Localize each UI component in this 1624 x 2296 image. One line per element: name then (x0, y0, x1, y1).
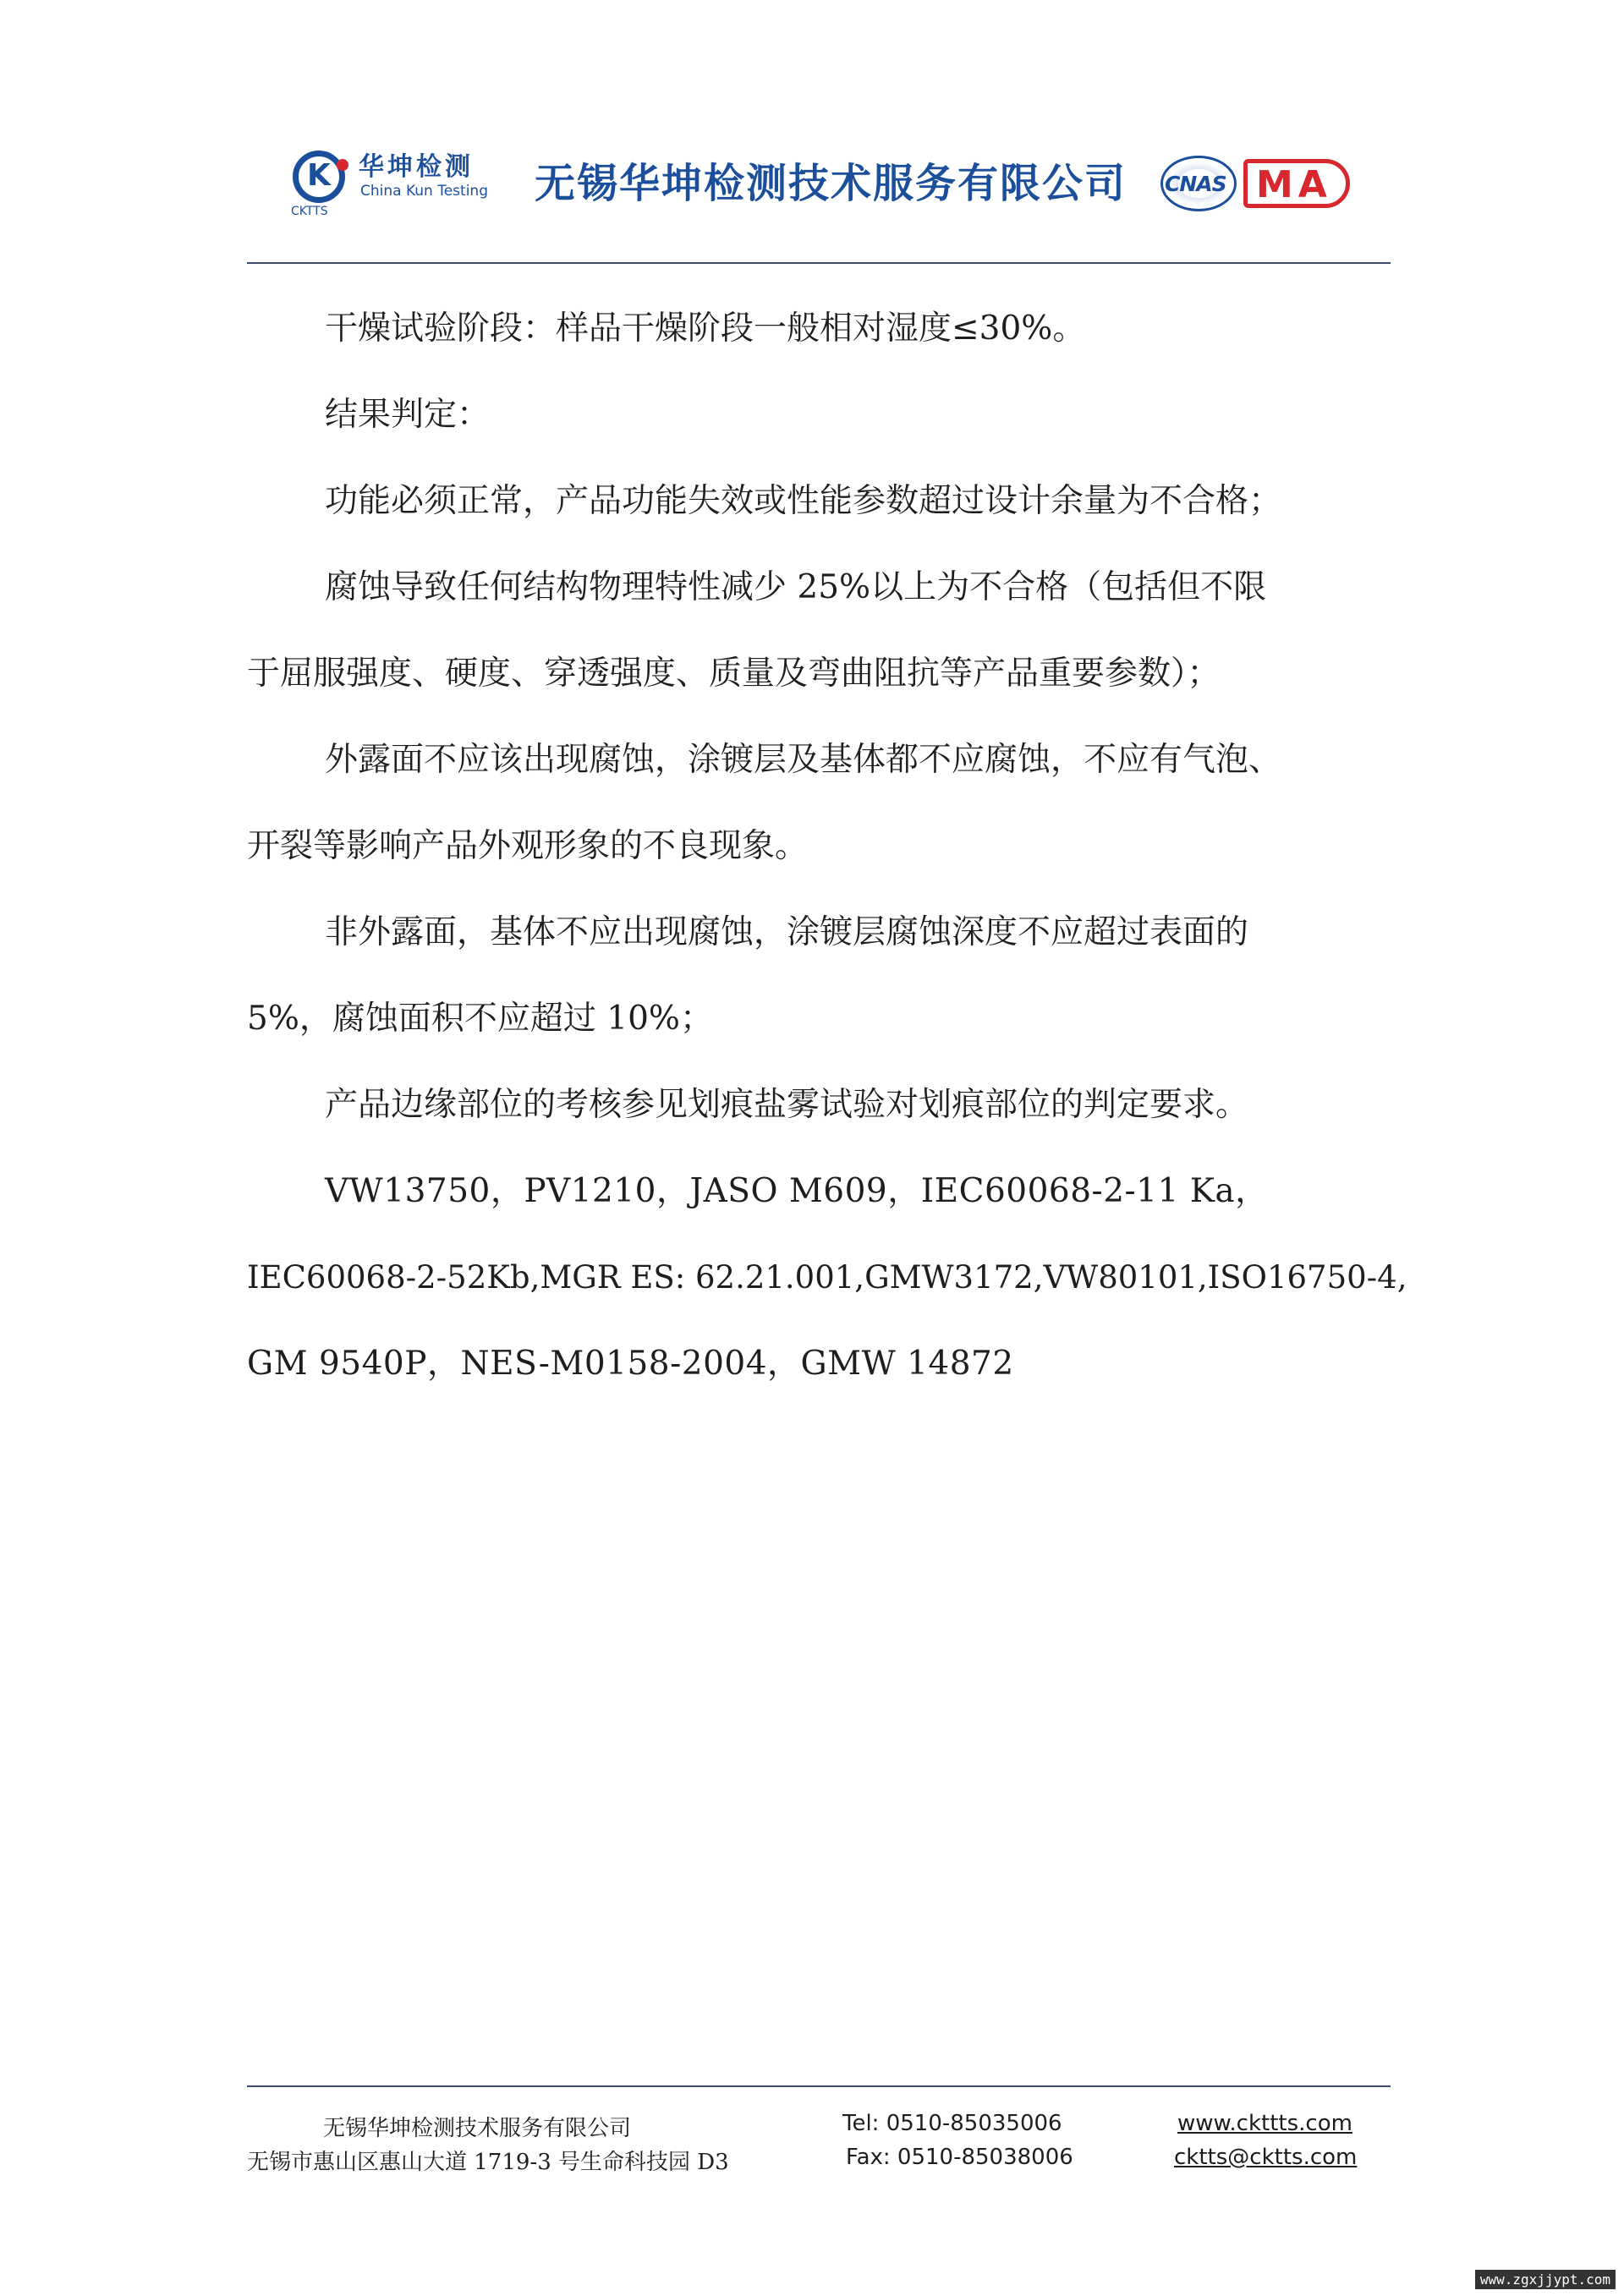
cnas-mark-icon (1160, 156, 1237, 211)
logo-ring-icon (293, 151, 345, 203)
cnas-label: CNAS (1165, 172, 1226, 196)
body-line-standards: GM 9540P，NES-M0158-2004，GMW 14872 (247, 1345, 1014, 1383)
body-line: 开裂等影响产品外观形象的不良现象。 (247, 827, 809, 865)
page-footer (0, 2089, 1624, 2190)
site-watermark: www.zgxjjypt.com (1475, 2270, 1616, 2289)
footer-email-link[interactable]: cktts@cktts.com (1174, 2145, 1358, 2170)
footer-divider (247, 2085, 1391, 2087)
body-line: 结果判定： (325, 396, 491, 434)
body-line-standards: IEC60068-2-52Kb,MGR ES: 62.21.001,GMW3172,VW80101,ISO16750-4, (247, 1259, 1407, 1296)
body-line: 于屈服强度、硬度、穿透强度、质量及弯曲阻抗等产品重要参数）； (247, 655, 1221, 693)
logo-dot-icon (337, 159, 348, 171)
footer-fax: Fax: 0510-85038006 (846, 2145, 1073, 2170)
header-divider (247, 262, 1391, 264)
body-line-standards: VW13750，PV1210，JASO M609，IEC60068-2-11 Ka， (325, 1172, 1269, 1210)
body-line: 腐蚀导致任何结构物理特性减少 25%以上为不合格（包括但不限 (325, 568, 1267, 606)
cma-label: MA (1256, 163, 1332, 206)
page-header (0, 0, 1624, 271)
body-line: 非外露面，基体不应出现腐蚀，涂镀层腐蚀深度不应超过表面的 (325, 913, 1249, 951)
body-line: 外露面不应该出现腐蚀，涂镀层及基体都不应腐蚀，不应有气泡、 (325, 741, 1282, 779)
body-line: 5%，腐蚀面积不应超过 10%； (247, 1000, 713, 1038)
body-line: 干燥试验阶段：样品干燥阶段一般相对湿度≤30%。 (325, 310, 1086, 348)
footer-address: 无锡市惠山区惠山大道 1719-3 号生命科技园 D3 (247, 2150, 729, 2175)
logo-en-text: China Kun Testing (360, 183, 488, 200)
company-logo (288, 142, 508, 218)
body-line: 功能必须正常，产品功能失效或性能参数超过设计余量为不合格； (325, 482, 1282, 520)
cma-mark-icon (1243, 159, 1350, 208)
body-line: 产品边缘部位的考核参见划痕盐雾试验对划痕部位的判定要求。 (325, 1086, 1249, 1124)
document-body (247, 286, 1407, 1407)
logo-abbr-text: CKTTS (291, 205, 328, 218)
footer-tel: Tel: 0510-85035006 (842, 2111, 1062, 2136)
logo-cn-text: 华坤检测 (359, 152, 474, 182)
company-title: 无锡华坤检测技术服务有限公司 (535, 160, 1127, 207)
logo-letter: K (307, 158, 331, 193)
footer-company: 无锡华坤检测技术服务有限公司 (323, 2116, 632, 2141)
footer-website-link[interactable]: www.ckttts.com (1177, 2111, 1352, 2136)
